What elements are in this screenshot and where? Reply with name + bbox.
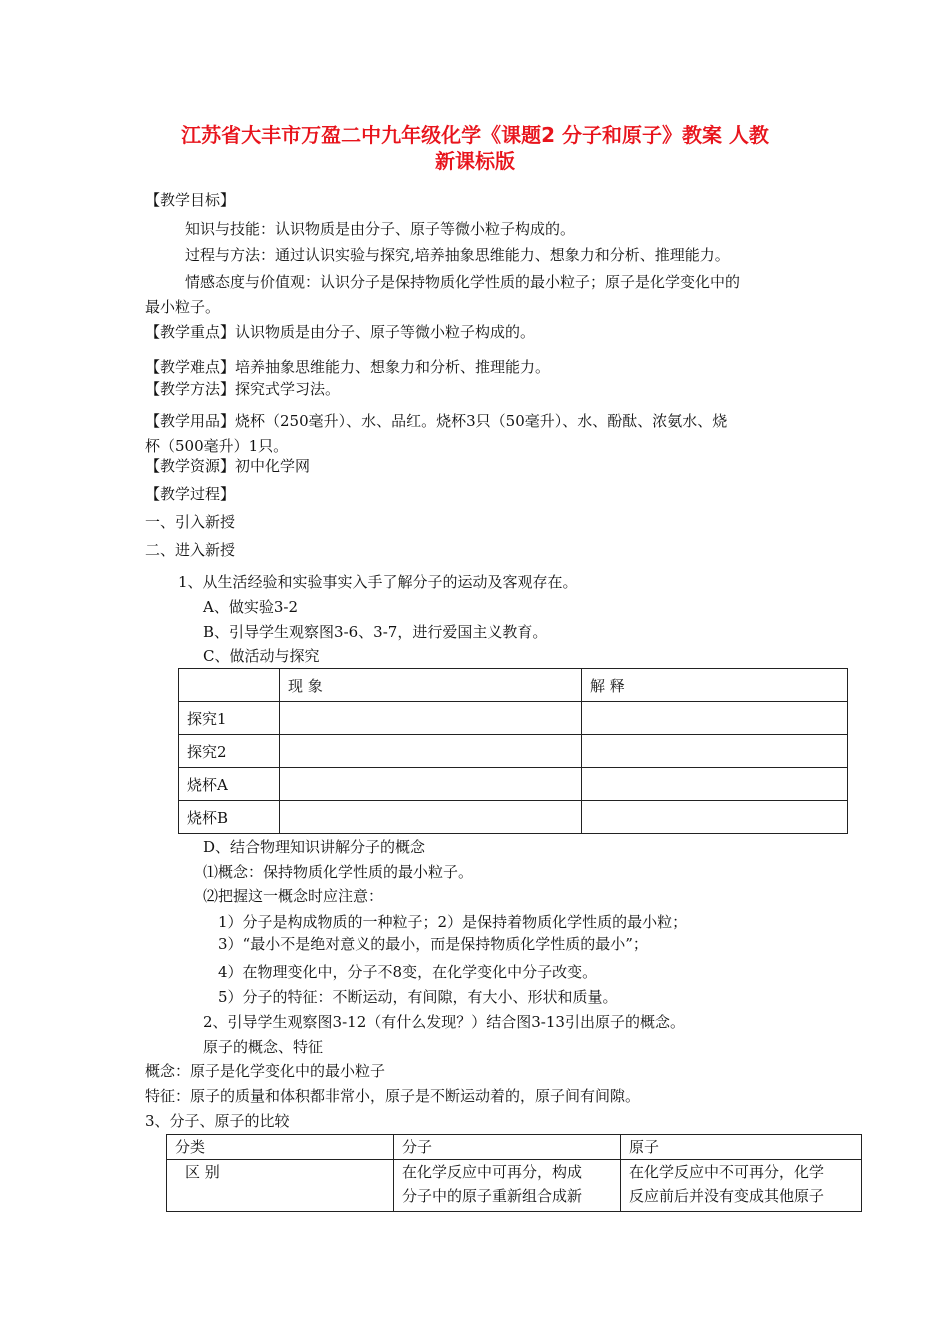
emotion-values-line1: 情感态度与价值观：认识分子是保持物质化学性质的最小粒子；原子是化学变化中的 [185,273,741,291]
atom-text-1: 在化学反应中不可再分，化学 [629,1163,825,1181]
step-new-lesson: 二、进入新授 [145,541,236,559]
inquiry-header-phenomenon: 现 象 [280,669,582,702]
comparison-header-atom: 原子 [621,1135,862,1160]
inquiry-table [178,668,848,834]
molecule-concept: ⑴概念：保持物质化学性质的最小粒子。 [203,863,474,881]
inquiry-header-empty [179,669,280,702]
table-cell [582,768,848,801]
item-c: C、做活动与探究 [203,647,320,665]
atom-feature: 特征：原子的质量和体积都非常小，原子是不断运动着的，原子间有间隙。 [145,1087,641,1105]
table-row [179,702,848,735]
table-cell [582,735,848,768]
teaching-method: 【教学方法】探究式学习法。 [145,380,341,398]
item-3: 3、分子、原子的比较 [145,1112,290,1130]
comparison-header-category: 分类 [167,1135,394,1160]
title-line-1: 江苏省大丰市万盈二中九年级化学《课题2 分子和原子》教案 人教 [181,123,769,147]
inquiry-header-explanation: 解 释 [582,669,848,702]
document-title [100,122,850,174]
item-a: A、做实验3-2 [203,598,298,616]
table-row [179,735,848,768]
item-2: 2、引导学生观察图3-12（有什么发现？）结合图3-13引出原子的概念。 [203,1013,685,1031]
note-4: 4）在物理变化中，分子不8变，在化学变化中分子改变。 [218,963,598,981]
supplies-line1: 【教学用品】烧杯（250毫升）、水、品红。烧杯3只（50毫升）、水、酚酞、浓氨水、烧 [145,412,728,430]
comparison-header-molecule: 分子 [394,1135,621,1160]
table-cell [582,702,848,735]
inquiry-row-label: 烧杯A [179,768,280,801]
emotion-values-line2: 最小粒子。 [145,298,221,316]
inquiry-row-label: 烧杯B [179,801,280,834]
molecule-text-1: 在化学反应中可再分，构成 [402,1163,583,1181]
comparison-row-label: 区 别 [167,1160,394,1212]
note-3: 3）“最小不是绝对意义的最小，而是保持物质化学性质的最小”； [218,935,648,953]
inquiry-row-label: 探究2 [179,735,280,768]
item-b: B、引导学生观察图3-6、3-7，进行爱国主义教育。 [203,623,548,641]
table-cell [582,801,848,834]
atom-concept: 概念：原子是化学变化中的最小粒子 [145,1062,386,1080]
objectives-heading: 【教学目标】 [145,191,236,209]
table-row [179,768,848,801]
table-row [167,1160,862,1212]
difficulty: 【教学难点】培养抽象思维能力、想象力和分析、推理能力。 [145,358,551,376]
table-cell [280,801,582,834]
table-cell [280,702,582,735]
title-line-2: 新课标版 [435,149,515,173]
process-methods: 过程与方法：通过认识实验与探究,培养抽象思维能力、想象力和分析、推理能力。 [185,246,730,264]
comparison-atom-cell [621,1160,862,1212]
molecule-text-2: 分子中的原子重新组合成新 [402,1187,583,1205]
teaching-resource: 【教学资源】初中化学网 [145,457,311,475]
comparison-molecule-cell [394,1160,621,1212]
atom-text-2: 反应前后并没有变成其他原子 [629,1187,825,1205]
key-point: 【教学重点】认识物质是由分子、原子等微小粒子构成的。 [145,323,536,341]
table-cell [280,768,582,801]
inquiry-row-label: 探究1 [179,702,280,735]
knowledge-skills: 知识与技能：认识物质是由分子、原子等微小粒子构成的。 [185,220,576,238]
procedure-heading: 【教学过程】 [145,485,236,503]
table-cell [280,735,582,768]
step-introduction: 一、引入新授 [145,513,236,531]
note-5: 5）分子的特征：不断运动，有间隙，有大小、形状和质量。 [218,988,618,1006]
note-1-2: 1）分子是构成物质的一种粒子；2）是保持着物质化学性质的最小粒； [218,913,688,931]
table-row [179,801,848,834]
item-1: 1、从生活经验和实验事实入手了解分子的运动及客观存在。 [178,573,578,591]
attention-note: ⑵把握这一概念时应注意： [203,887,384,905]
comparison-table [166,1134,862,1212]
item-d: D、结合物理知识讲解分子的概念 [203,838,426,856]
supplies-line2: 杯（500毫升）1只。 [145,437,289,455]
atom-heading: 原子的概念、特征 [203,1038,324,1056]
